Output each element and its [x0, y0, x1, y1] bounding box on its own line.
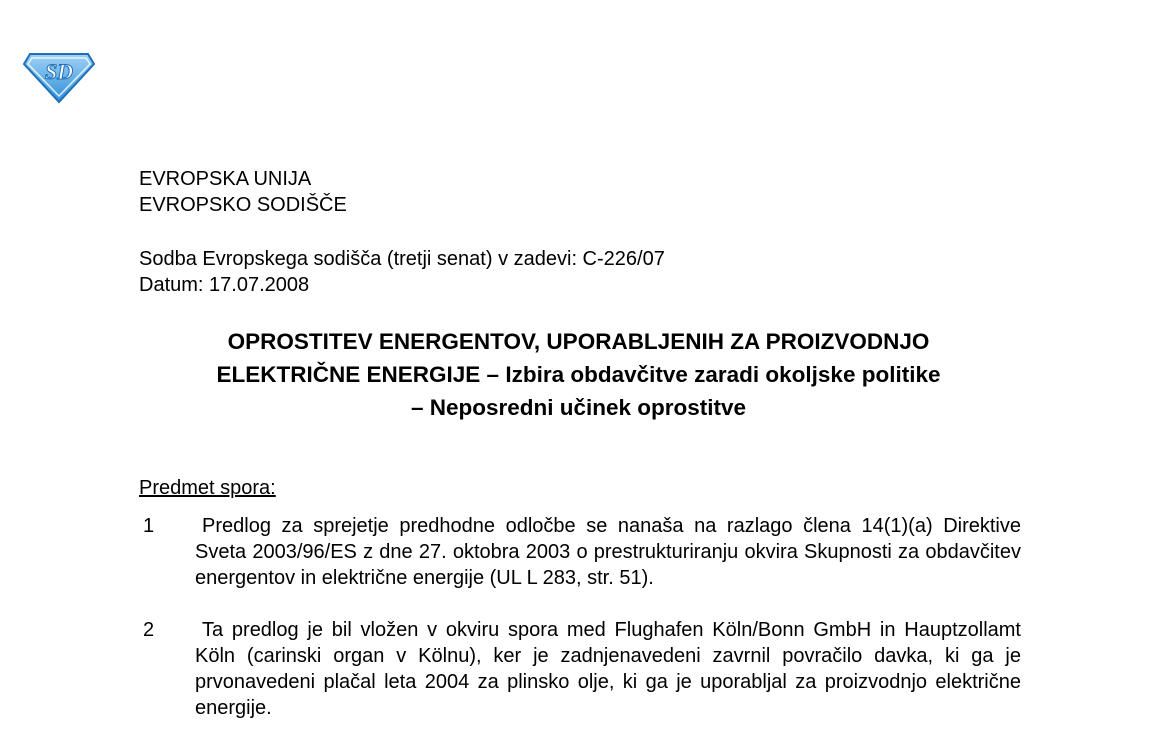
logo-text: SD [44, 59, 74, 84]
paragraph-number: 1 [143, 515, 155, 537]
paragraph-text: Predlog za sprejetje predhodne odločbe se nanaša na razlago člena 14(1)(a) Direktive Sveta 2003/96/ES z dne 27. oktobra 2003 o prestrukturiranju okvira Skupnosti za obdavčitev energentov in električne energije (UL L 283, str. 51). [195, 515, 1021, 589]
subject-heading: Predmet spora: [139, 477, 276, 499]
title-line-3: – Neposredni učinek oprostitve [410, 395, 747, 420]
case-reference: Sodba Evropskega sodišča (tretji senat) v zadevi: C-226/07 [139, 248, 665, 270]
paragraph-number: 2 [143, 619, 155, 641]
union-heading: EVROPSKA UNIJA [139, 168, 312, 190]
title-line-1: OPROSTITEV ENERGENTOV, UPORABLJENIH ZA PROIZVODNJO [227, 329, 930, 354]
sd-shield-logo-icon [22, 48, 96, 104]
court-heading: EVROPSKO SODIŠČE [139, 194, 347, 216]
paragraph-1 [139, 513, 1021, 591]
paragraph-text: Ta predlog je bil vložen v okviru spora med Flughafen Köln/Bonn GmbH in Hauptzollamt Köln (carinski organ v Kölnu), ker je zadnjenavedeni zavrnil povračilo davka, ki ga je prvonavedeni plačal leta 2004 za plinsko olje, ki ga je uporabljal za proizvodnjo električne energije. [195, 619, 1021, 719]
paragraph-2 [139, 617, 1021, 721]
case-date: Datum: 17.07.2008 [139, 274, 310, 296]
document-title [130, 325, 1027, 424]
sd-logo [22, 48, 96, 104]
title-line-2: ELEKTRIČNE ENERGIJE – Izbira obdavčitve zaradi okoljske politike [216, 362, 941, 387]
